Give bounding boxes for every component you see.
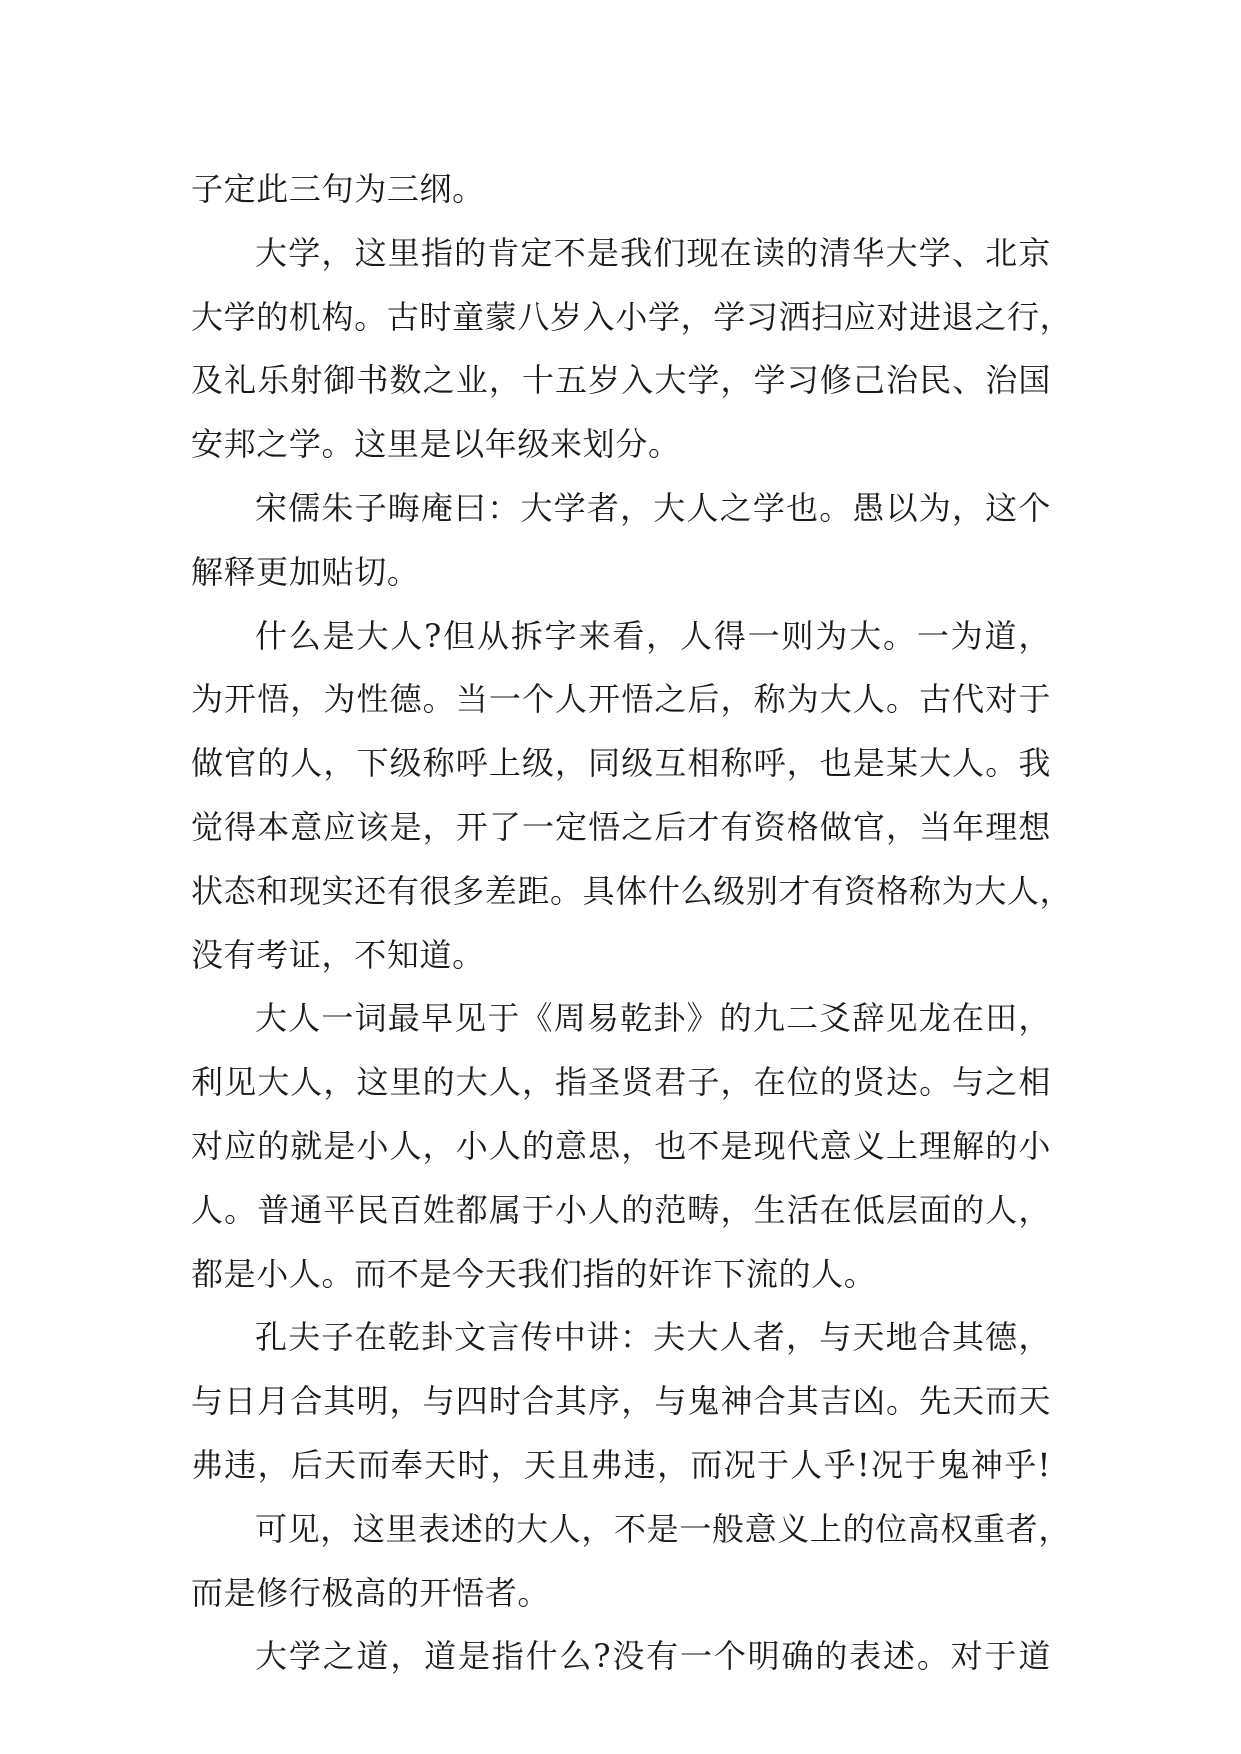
- paragraph-first-line: 什么是大人?但从拆字来看，人得一则为大。一为道，: [255, 616, 1051, 655]
- paragraph-first-line: 宋儒朱子晦庵曰：大学者，大人之学也。愚以为，这个: [255, 488, 1051, 527]
- text-line: 而是修行极高的开悟者。: [191, 1573, 551, 1612]
- body-text: [191, 158, 1073, 1689]
- text-line: 对应的就是小人，小人的意思，也不是现代意义上理解的小: [191, 1126, 1051, 1165]
- text-line: 子定此三句为三纲。: [191, 170, 485, 208]
- text-line: 没有考证，不知道。: [191, 935, 485, 974]
- text-line: 觉得本意应该是，开了一定悟之后才有资格做官，当年理想: [191, 807, 1051, 846]
- text-line: 状态和现实还有很多差距。具体什么级别才有资格称为大人，: [191, 871, 1073, 910]
- paragraph-first-line: 孔夫子在乾卦文言传中讲：夫大人者，与天地合其德，: [255, 1318, 1051, 1357]
- text-line: 人。普通平民百姓都属于小人的范畴，生活在低层面的人，: [191, 1190, 1051, 1229]
- text-line: 大学的机构。古时童蒙八岁入小学，学习洒扫应对进退之行，: [191, 297, 1073, 336]
- paragraph-first-line: 大学，这里指的肯定不是我们现在读的清华大学、北京: [255, 233, 1051, 272]
- paragraph-first-line: 可见，这里表述的大人，不是一般意义上的位高权重者，: [255, 1509, 1072, 1548]
- paragraph-first-line: 大人一词最早见于《周易乾卦》的九二爻辞见龙在田，: [255, 999, 1051, 1038]
- text-line: 弗违，后天而奉天时，天且弗违，而况于人乎!况于鬼神乎!: [191, 1445, 1051, 1484]
- text-line: 为开悟，为性德。当一个人开悟之后，称为大人。古代对于: [191, 680, 1051, 719]
- text-line: 解释更加贴切。: [191, 552, 420, 591]
- text-line: 及礼乐射御书数之业，十五岁入大学，学习修己治民、治国: [191, 361, 1051, 400]
- text-line: 做官的人，下级称呼上级，同级互相称呼，也是某大人。我: [191, 744, 1051, 783]
- text-line: 都是小人。而不是今天我们指的奸诈下流的人。: [191, 1254, 877, 1293]
- paragraph-first-line: 大学之道，道是指什么?没有一个明确的表述。对于道: [255, 1637, 1051, 1676]
- text-line: 与日月合其明，与四时合其序，与鬼神合其吉凶。先天而天: [191, 1382, 1051, 1421]
- text-line: 利见大人，这里的大人，指圣贤君子，在位的贤达。与之相: [191, 1063, 1051, 1102]
- text-line: 安邦之学。这里是以年级来划分。: [191, 425, 681, 464]
